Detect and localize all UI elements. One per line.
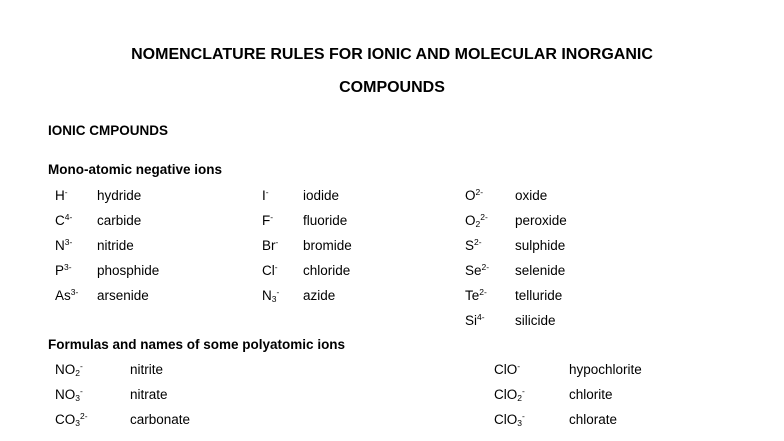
ion-charge: 3- bbox=[64, 237, 73, 247]
ion-charge: - bbox=[270, 212, 274, 222]
ion-subscript: 3 bbox=[75, 418, 80, 428]
polyatomic-heading: Formulas and names of some polyatomic ions bbox=[48, 337, 346, 352]
ion-formula bbox=[494, 362, 520, 377]
ion-symbol: F bbox=[262, 213, 271, 228]
ion-formula bbox=[55, 387, 83, 402]
ion-name: iodide bbox=[303, 188, 340, 203]
ion-charge: - bbox=[79, 386, 83, 396]
ion-symbol: O bbox=[465, 188, 476, 203]
ion-name: telluride bbox=[515, 288, 563, 303]
section-heading: IONIC CMPOUNDS bbox=[48, 123, 169, 138]
ion-symbol: ClO bbox=[494, 387, 518, 402]
document-title-line-2: COMPOUNDS bbox=[339, 79, 445, 96]
ion-name: silicide bbox=[515, 313, 556, 328]
ion-formula bbox=[55, 263, 72, 278]
ion-charge: 3- bbox=[64, 262, 72, 272]
ion-symbol: S bbox=[465, 238, 475, 253]
ion-subscript: 2 bbox=[75, 368, 80, 378]
ion-formula bbox=[55, 188, 68, 203]
ion-charge: - bbox=[276, 287, 280, 297]
ion-subscript: 2 bbox=[475, 219, 481, 229]
ion-symbol: ClO bbox=[494, 412, 518, 427]
ion-symbol: O bbox=[465, 213, 476, 228]
ion-charge: - bbox=[274, 262, 278, 272]
ion-name: fluoride bbox=[303, 213, 348, 228]
ion-name: arsenide bbox=[97, 288, 149, 303]
ion-name: hypochlorite bbox=[569, 362, 642, 377]
ion-symbol: P bbox=[55, 263, 65, 278]
ion-name: selenide bbox=[515, 263, 566, 278]
ion-name: nitride bbox=[97, 238, 134, 253]
ion-formula bbox=[465, 213, 488, 228]
ion-formula bbox=[262, 188, 269, 203]
ion-symbol: Se bbox=[465, 263, 482, 278]
ion-formula bbox=[55, 213, 72, 228]
ion-charge: 4- bbox=[477, 312, 485, 322]
ion-subscript: 3 bbox=[75, 393, 80, 403]
ion-formula bbox=[55, 412, 88, 427]
ion-name: chlorate bbox=[569, 412, 618, 427]
ion-charge: 2- bbox=[474, 237, 482, 247]
ion-symbol: ClO bbox=[494, 362, 518, 377]
ion-symbol: NO bbox=[55, 387, 76, 402]
ion-formula bbox=[465, 288, 487, 303]
ion-formula bbox=[465, 263, 489, 278]
ion-name: nitrate bbox=[130, 387, 168, 402]
ion-formula bbox=[465, 313, 485, 328]
ion-symbol: Si bbox=[465, 313, 478, 328]
ion-subscript: 3 bbox=[517, 418, 522, 428]
ion-symbol: NO bbox=[55, 362, 76, 377]
ion-formula bbox=[494, 412, 525, 427]
ion-name: chlorite bbox=[569, 387, 613, 402]
ion-subscript: 2 bbox=[517, 393, 522, 403]
ion-charge: 2- bbox=[479, 287, 487, 297]
ion-charge: 2- bbox=[475, 187, 484, 197]
ion-charge: 2- bbox=[481, 262, 490, 272]
ion-symbol: N bbox=[55, 238, 65, 253]
ion-symbol: Te bbox=[465, 288, 480, 303]
ion-name: hydride bbox=[97, 188, 142, 203]
ion-charge: 4- bbox=[64, 212, 73, 222]
ion-name: chloride bbox=[303, 263, 351, 278]
ion-name: oxide bbox=[515, 188, 548, 203]
ion-symbol: I bbox=[262, 188, 266, 203]
ion-symbol: Br bbox=[262, 238, 276, 253]
ion-charge: - bbox=[265, 187, 269, 197]
ion-formula bbox=[262, 288, 279, 303]
ion-charge: 3- bbox=[70, 287, 79, 297]
ion-formula bbox=[494, 387, 525, 402]
document-title-line-1: NOMENCLATURE RULES FOR IONIC AND MOLECULAR INORGANIC bbox=[131, 46, 653, 63]
ion-charge: 2- bbox=[480, 212, 488, 222]
ion-name: bromide bbox=[303, 238, 352, 253]
ion-name: carbonate bbox=[130, 412, 191, 427]
ion-name: carbide bbox=[97, 213, 142, 228]
ion-formula bbox=[55, 288, 78, 303]
ion-formula bbox=[262, 263, 278, 278]
ion-charge: - bbox=[79, 361, 83, 371]
monoatomic-heading: Mono-atomic negative ions bbox=[48, 162, 223, 177]
ion-formula bbox=[465, 238, 482, 253]
ion-formula bbox=[465, 188, 483, 203]
ion-charge: 2- bbox=[79, 411, 88, 421]
ion-subscript: 3 bbox=[271, 294, 277, 304]
ion-name: peroxide bbox=[515, 213, 567, 228]
ion-charge: - bbox=[521, 411, 525, 421]
ion-charge: - bbox=[64, 187, 68, 197]
ion-symbol: CO bbox=[55, 412, 76, 427]
ion-formula bbox=[262, 238, 278, 253]
ion-symbol: As bbox=[55, 288, 71, 303]
ion-charge: - bbox=[521, 386, 525, 396]
ion-formula bbox=[55, 238, 72, 253]
ion-formula bbox=[262, 213, 273, 228]
ion-symbol: C bbox=[55, 213, 65, 228]
ion-formula bbox=[55, 362, 83, 377]
ion-name: sulphide bbox=[515, 238, 566, 253]
ion-charge: - bbox=[275, 237, 279, 247]
ion-symbol: N bbox=[262, 288, 272, 303]
ion-name: phosphide bbox=[97, 263, 160, 278]
ion-charge: - bbox=[517, 361, 521, 371]
ion-name: nitrite bbox=[130, 362, 164, 377]
ion-symbol: H bbox=[55, 188, 65, 203]
ion-symbol: Cl bbox=[262, 263, 275, 278]
ion-name: azide bbox=[303, 288, 336, 303]
